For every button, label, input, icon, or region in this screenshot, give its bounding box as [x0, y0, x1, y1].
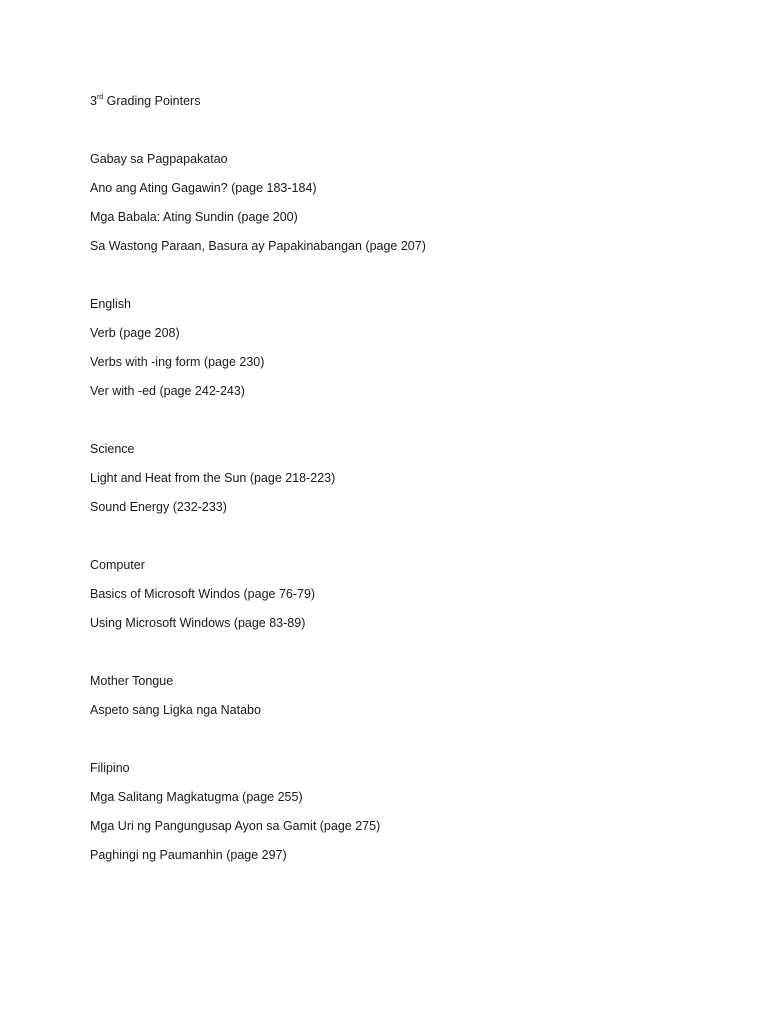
section-item: Sound Energy (232-233) [90, 500, 227, 514]
section-filipino [90, 759, 690, 864]
section-item: Ano ang Ating Gagawin? (page 183-184) [90, 181, 317, 195]
section-item: Ver with -ed (page 242-243) [90, 384, 245, 398]
section-science [90, 440, 690, 516]
section-gabay-sa-pagpapakatao [90, 150, 690, 255]
section-heading: Filipino [90, 761, 130, 775]
section-computer [90, 556, 690, 632]
section-item: Mga Uri ng Pangungusap Ayon sa Gamit (page 275) [90, 819, 381, 833]
title-ordinal-number: 3 [90, 94, 97, 108]
section-heading: Mother Tongue [90, 674, 174, 688]
title-ordinal-suffix: rd [96, 94, 104, 101]
section-item: Verbs with -ing form (page 230) [90, 355, 265, 369]
document-title [90, 92, 690, 110]
section-item: Light and Heat from the Sun (page 218-223) [90, 471, 336, 485]
section-item: Mga Babala: Ating Sundin (page 200) [90, 210, 298, 224]
title-text: Grading Pointers [103, 94, 201, 108]
section-heading: Computer [90, 558, 145, 572]
section-heading: Gabay sa Pagpapakatao [90, 152, 228, 166]
section-item: Aspeto sang Ligka nga Natabo [90, 703, 261, 717]
section-heading: English [90, 297, 131, 311]
section-mother-tongue [90, 672, 690, 719]
document-page [90, 92, 690, 904]
section-item: Basics of Microsoft Windos (page 76-79) [90, 587, 316, 601]
section-item: Using Microsoft Windows (page 83-89) [90, 616, 306, 630]
section-english [90, 295, 690, 400]
section-item: Verb (page 208) [90, 326, 180, 340]
section-item: Paghingi ng Paumanhin (page 297) [90, 848, 287, 862]
section-item: Sa Wastong Paraan, Basura ay Papakinabangan (page 207) [90, 239, 426, 253]
section-heading: Science [90, 442, 135, 456]
section-item: Mga Salitang Magkatugma (page 255) [90, 790, 303, 804]
